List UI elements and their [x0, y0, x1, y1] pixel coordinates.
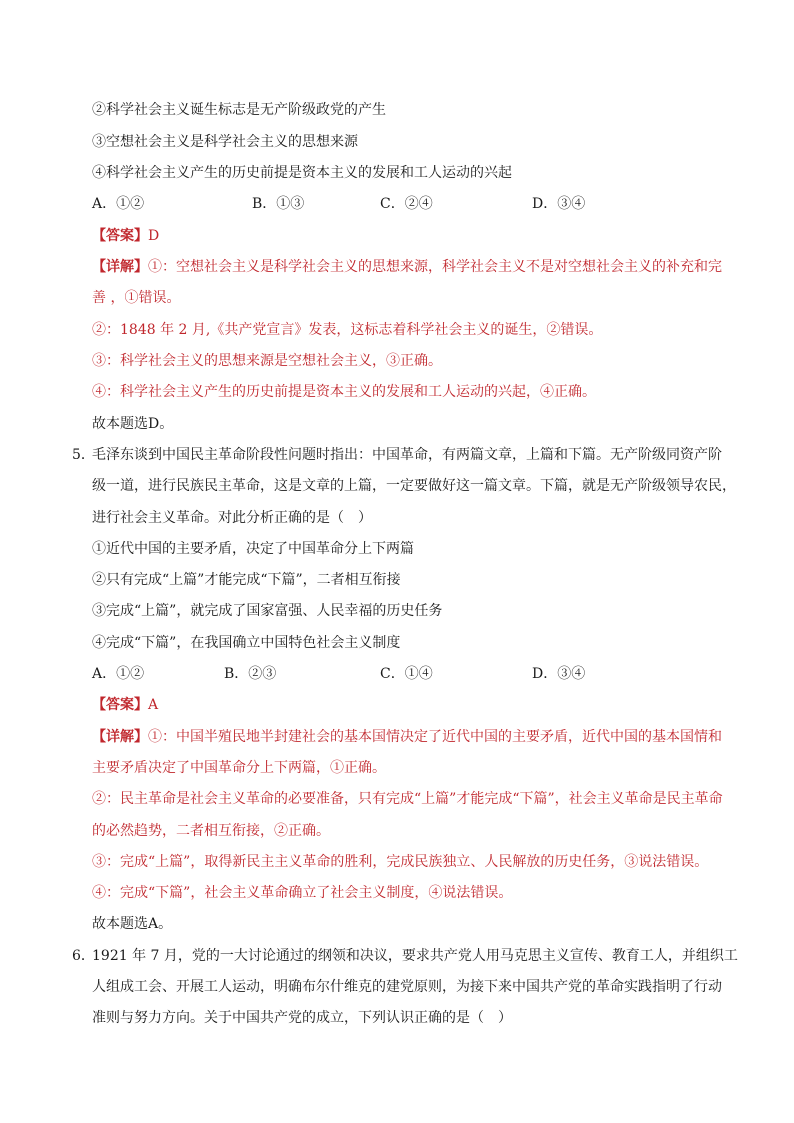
answer-value: A: [148, 697, 159, 713]
q5-detail-3: ③：完成“上篇”，取得新民主主义革命的胜利，完成民族独立、人民解放的历史任务，③说法错误。: [92, 854, 709, 870]
q5-answer: [92, 695, 158, 715]
q5-stem-1-text: 毛泽东谈到中国民主革命阶段性问题时指出：中国革命，有两篇文章，上篇和下篇。无产阶级同资产阶: [92, 447, 722, 463]
answer-tag: 【答案】: [92, 697, 148, 713]
q5-option-d: D．③④: [532, 666, 586, 682]
q4-detail-4: ④：科学社会主义产生的历史前提是资本主义的发展和工人运动的兴起，④正确。: [92, 384, 596, 400]
q4-option-b: B．①③: [252, 196, 305, 212]
q4-detail-1a: [92, 257, 722, 277]
q4-conclusion: 故本题选D。: [92, 416, 174, 432]
q4-statement-4: ④科学社会主义产生的历史前提是资本主义的发展和工人运动的兴起: [92, 165, 512, 181]
q6-stem-2: 人组成工会、开展工人运动，明确布尔什维克的建党原则，为接下来中国共产党的革命实践指明了行动: [92, 979, 722, 995]
q5-detail-1a: [92, 727, 722, 747]
q5-conclusion: 故本题选A。: [92, 916, 173, 932]
q4-option-d: D．③④: [532, 196, 586, 212]
q4-detail-2: ②：1848 年 2 月,《共产党宣言》发表，这标志着科学社会主义的诞生，②错误。: [92, 322, 603, 338]
q5-options: [92, 664, 732, 684]
detail-tag: 【详解】: [92, 729, 148, 745]
detail-tag: 【详解】: [92, 259, 148, 275]
answer-value: D: [148, 228, 160, 244]
q4-options: [92, 194, 732, 214]
q4-option-a: A．①②: [92, 196, 145, 212]
q5-statement-2: ②只有完成“上篇”才能完成“下篇”，二者相互衔接: [92, 572, 401, 588]
q5-detail-4: ④：完成“下篇”，社会主义革命确立了社会主义制度，④说法错误。: [92, 885, 513, 901]
q6-stem-1-text: 1921 年 7 月，党的一大讨论通过的纲领和决议，要求共产党人用马克思主义宣传、教育工人，并组织工: [92, 948, 738, 964]
q5-detail-1a-text: ①：中国半殖民地半封建社会的基本国情决定了近代中国的主要矛盾，近代中国的基本国情和: [148, 729, 722, 745]
q4-option-c: C．②④: [380, 196, 433, 212]
q6-stem-3: 准则与努力方向。关于中国共产党的成立，下列认识正确的是（ ）: [92, 1010, 512, 1026]
q4-detail-1b: 善 ，①错误。: [92, 290, 181, 306]
q5-detail-2b: 的必然趋势，二者相互衔接，②正确。: [92, 823, 330, 839]
q5-detail-2a: ②：民主革命是社会主义革命的必要准备，只有完成“上篇”才能完成“下篇”，社会主义革命是民主革命: [92, 791, 723, 807]
q5-option-c: C．①④: [380, 666, 433, 682]
q5-statement-4: ④完成“下篇”，在我国确立中国特色社会主义制度: [92, 635, 401, 651]
answer-tag: 【答案】: [92, 228, 148, 244]
q4-answer: [92, 226, 159, 246]
q5-stem-3: 进行社会主义革命。对此分析正确的是（ ）: [92, 510, 372, 526]
q4-detail-1a-text: ①：空想社会主义是科学社会主义的思想来源，科学社会主义不是对空想社会主义的补充和完: [148, 259, 722, 275]
q5-stem-1: [72, 445, 722, 465]
q4-detail-3: ③：科学社会主义的思想来源是空想社会主义，③正确。: [92, 353, 442, 369]
q5-stem-2: 级一道，进行民族民主革命，这是文章的上篇，一定要做好这一篇文章。下篇，就是无产阶级领导农民，: [92, 478, 736, 494]
q4-statement-2: ②科学社会主义诞生标志是无产阶级政党的产生: [92, 102, 386, 118]
q6-number: 6．: [72, 948, 95, 964]
q4-statement-3: ③空想社会主义是科学社会主义的思想来源: [92, 134, 358, 150]
q5-option-b: B．②③: [224, 666, 277, 682]
q5-detail-1b: 主要矛盾决定了中国革命分上下两篇，①正确。: [92, 760, 386, 776]
q5-statement-1: ①近代中国的主要矛盾，决定了中国革命分上下两篇: [92, 541, 414, 557]
q5-statement-3: ③完成“上篇”，就完成了国家富强、人民幸福的历史任务: [92, 603, 443, 619]
q5-option-a: A．①②: [92, 666, 145, 682]
q5-number: 5．: [72, 447, 95, 463]
q6-stem-1: [72, 946, 738, 966]
